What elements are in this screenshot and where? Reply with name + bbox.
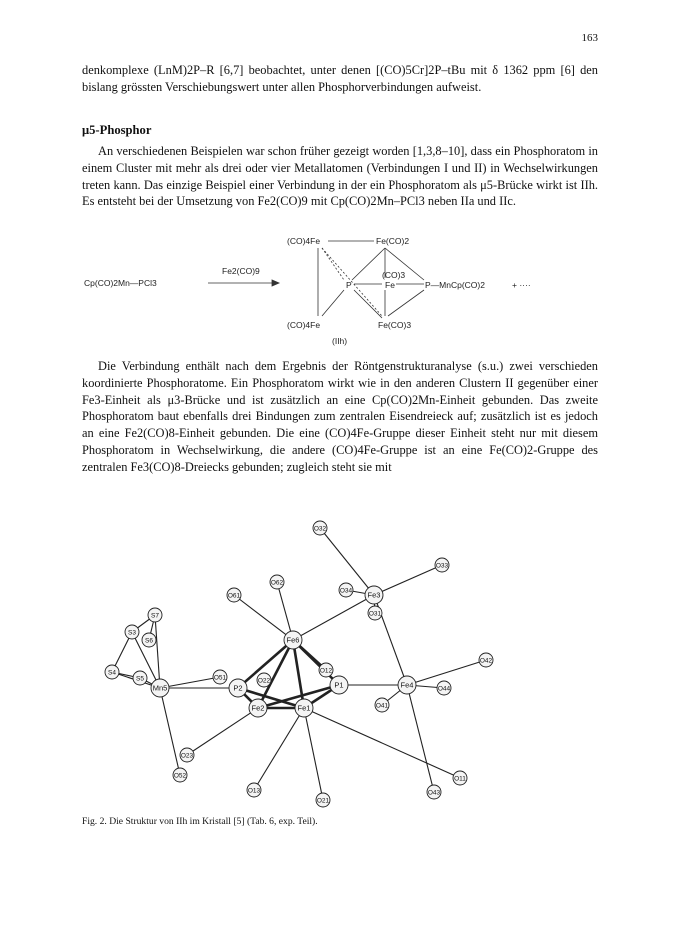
atom-s6 (142, 633, 156, 647)
scheme-fe-center-co: (CO)3 (382, 270, 406, 280)
atom-label: O22 (257, 677, 271, 685)
bond-line (293, 595, 374, 640)
atom-label: O13 (247, 787, 261, 795)
atom-o62 (270, 575, 284, 589)
crystal-structure-figure (82, 510, 598, 810)
scheme-fe-bottom-left: (CO)4Fe (287, 320, 321, 330)
atom-o21 (316, 793, 330, 807)
scheme-reagent: Fe2(CO)9 (222, 266, 260, 276)
atom-label: S7 (151, 612, 159, 620)
atom-o41 (375, 698, 389, 712)
atom-label: O41 (375, 702, 389, 710)
scheme-p-right: P—MnCp(CO)2 (425, 280, 485, 290)
atom-label: Mn5 (152, 683, 168, 693)
atom-label: O42 (479, 657, 493, 665)
scheme-fe-bottom-right: Fe(CO)3 (378, 320, 412, 330)
paragraph-2: An verschiedenen Beispielen war schon früher gezeigt worden [1,3,8–10], dass ein Phosphoratom in einem Cluster mit mehr als drei oder vier Metallatomen (Verbindungen I und II) in Wechselwirkungen treten kann. Das einzige Beispiel einer Verbindung in der ein Phosphoratom als μ5-Brücke wirkt ist IIh. Es entsteht bei der Umsetzung von Fe2(CO)9 mit Cp(CO)2Mn–PCl3 neben IIa und IIc. (82, 144, 598, 209)
scheme-p-left: P (346, 280, 352, 290)
atom-mn5 (151, 679, 169, 697)
atom-s4 (105, 665, 119, 679)
atom-o34 (339, 583, 353, 597)
atom-o51 (213, 670, 227, 684)
atom-o13 (247, 783, 261, 797)
atom-label: O11 (454, 775, 466, 783)
atom-fe4 (398, 676, 416, 694)
bond-line (187, 708, 258, 755)
atom-o23 (180, 748, 194, 762)
scheme-fe-top-right: Fe(CO)2 (376, 236, 410, 246)
atom-label: O12 (319, 667, 333, 675)
atom-label: S3 (128, 629, 136, 637)
atom-o31 (368, 606, 382, 620)
atom-label: Fe3 (367, 590, 381, 600)
atom-s5 (133, 671, 147, 685)
atom-fe3 (365, 586, 383, 604)
atom-label: O31 (368, 610, 382, 618)
atom-s7 (148, 608, 162, 622)
atom-label: O61 (227, 592, 241, 600)
bond-line (304, 708, 323, 800)
scheme-fe-center: Fe (385, 280, 395, 290)
figure-caption: Fig. 2. Die Struktur von IIh im Kristall [5] (Tab. 6, exp. Teil). (82, 816, 318, 827)
atom-label: Fe1 (297, 703, 311, 713)
atom-s3 (125, 625, 139, 639)
bond-line (304, 708, 460, 778)
paragraph-1: denkomplexe (LnM)2P–R [6,7] beobachtet, unter denen [(CO)5Cr]2P–tBu mit δ 1362 ppm [6] den bislang grössten Verschiebungswert unter allen Phosphorverbindungen aufweist. (82, 63, 598, 94)
atom-o33 (435, 558, 449, 572)
atom-o42 (479, 653, 493, 667)
atom-o61 (227, 588, 241, 602)
atom-label: Fe2 (251, 703, 265, 713)
scheme-reactant: Cp(CO)2Mn—PCl3 (84, 278, 157, 288)
atom-label: O21 (316, 797, 330, 805)
atom-p1 (330, 676, 348, 694)
bond-line (155, 615, 160, 688)
atom-o11 (453, 771, 467, 785)
bond-line (160, 688, 180, 775)
scheme-compound-label: (IIh) (332, 336, 348, 346)
atom-o52 (173, 768, 187, 782)
atom-o32 (313, 521, 327, 535)
atom-label: O62 (270, 579, 284, 587)
atom-label: O51 (213, 674, 227, 682)
page-number: 163 (581, 32, 598, 44)
atom-label: O23 (180, 752, 194, 760)
atom-fe2 (249, 699, 267, 717)
atom-p2 (229, 679, 247, 697)
reaction-scheme (82, 228, 598, 358)
atom-label: Fe6 (286, 635, 300, 645)
scheme-plus: + ···· (512, 280, 531, 290)
atom-label: P2 (233, 683, 243, 693)
atom-fe6 (284, 631, 302, 649)
section-heading: μ5-Phosphor (82, 123, 152, 137)
atom-label: O34 (339, 587, 353, 595)
atom-label: S6 (145, 637, 153, 645)
atom-label: Fe4 (400, 680, 414, 690)
atom-o22 (257, 673, 271, 687)
paragraph-3: Die Verbindung enthält nach dem Ergebnis der Röntgenstrukturanalyse (s.u.) zwei verschieden koordinierte Phosphoratome. Ein Phosphoratom wirkt wie in den anderen Clustern II gegenüber einer Fe3-Einheit als μ3-Brücke und ist zusätzlich an eine Cp(CO)2Mn-Einheit gebunden. Das zweite Phosphoratom baut ebenfalls drei Bindungen zum zentralen Eisendreieck auf; zusätzlich ist es jedoch an eine Fe2(CO)8-Einheit gebunden. Die eine (CO)4Fe-Gruppe dieser Einheit steht nur mit diesem Phosphoratom in Wechselwirkung, die andere (CO)4Fe-Gruppe ist an eine Fe(CO)2-Gruppe des zentralen Fe3(CO)8-Dreiecks gebunden; zugleich steht sie mit (82, 359, 598, 474)
bond-line (407, 685, 434, 792)
scheme-fe-top-left: (CO)4Fe (287, 236, 321, 246)
bond-line (374, 565, 442, 595)
atom-label: S4 (108, 669, 116, 677)
bond-line (254, 708, 304, 790)
atom-o43 (427, 785, 441, 799)
atom-label: O32 (313, 525, 327, 533)
atom-o44 (437, 681, 451, 695)
atom-label: O33 (435, 562, 449, 570)
atom-label: O44 (437, 685, 451, 693)
atom-label: P1 (334, 680, 344, 690)
atom-label: O43 (427, 789, 441, 797)
bond-line (234, 595, 293, 640)
atom-label: O52 (173, 772, 187, 780)
atom-fe1 (295, 699, 313, 717)
atom-o12 (319, 663, 333, 677)
atom-label: S5 (136, 675, 144, 683)
